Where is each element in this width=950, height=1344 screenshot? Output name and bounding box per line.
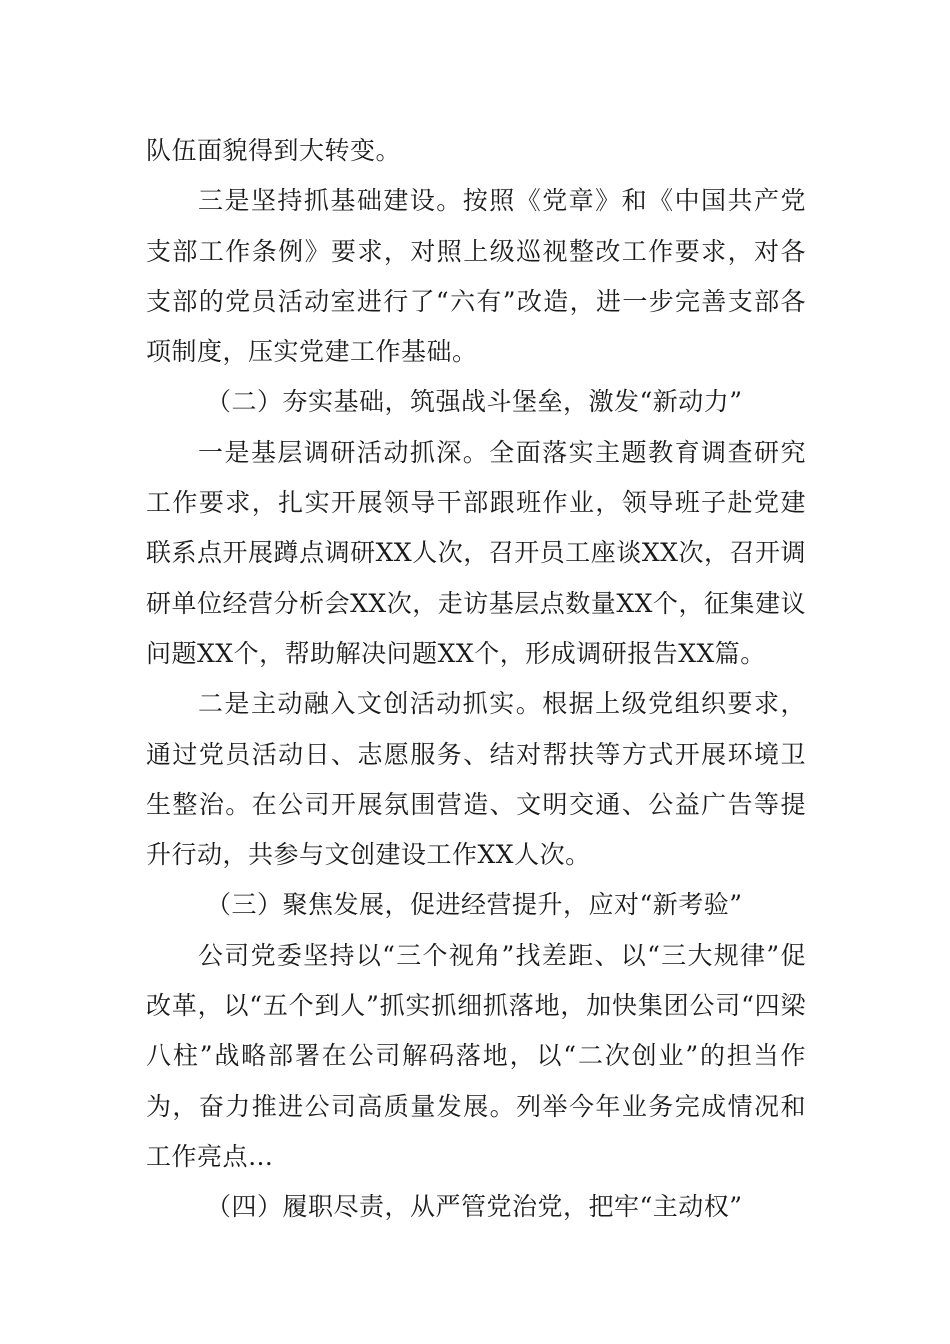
paragraph-grassroots-research: 一是基层调研活动抓深。全面落实主题教育调查研究工作要求，扎实开展领导干部跟班作业，领导班子赴党建联系点开展蹲点调研XX人次，召开员工座谈XX次，召开调研单位经营分析会XX次，走访基层点数量XX个，征集建议问题XX个，帮助解决问题XX个，形成调研报告XX篇。 [146, 437, 806, 668]
section-heading-2: （二）夯实基础，筑强战斗堡垒，激发“新动力” [206, 387, 743, 417]
section-heading-4: （四）履职尽责，从严管党治党，把牢“主动权” [206, 1192, 743, 1222]
paragraph-basic-construction: 三是坚持抓基础建设。按照《党章》和《中国共产党支部工作条例》要求，对照上级巡视整改工作要求，对各支部的党员活动室进行了“六有”改造，进一步完善支部各项制度，压实党建工作基础。 [146, 186, 806, 367]
section-heading-3: （三）聚焦发展，促进经营提升，应对“新考验” [206, 890, 743, 920]
paragraph-party-committee: 公司党委坚持以“三个视角”找差距、以“三大规律”促改革，以“五个到人”抓实抓细抓落地，加快集团公司“四梁八柱”战略部署在公司解码落地，以“二次创业”的担当作为，奋力推进公司高质量发展。列举今年业务完成情况和工作亮点… [146, 940, 806, 1171]
paragraph-continuation: 队伍面貌得到大转变。 [146, 136, 402, 165]
document-body [146, 126, 806, 1233]
paragraph-civilization-activities: 二是主动融入文创活动抓实。根据上级党组织要求，通过党员活动日、志愿服务、结对帮扶等方式开展环境卫生整治。在公司开展氛围营造、文明交通、公益广告等提升行动，共参与文创建设工作XX人次。 [146, 689, 806, 870]
